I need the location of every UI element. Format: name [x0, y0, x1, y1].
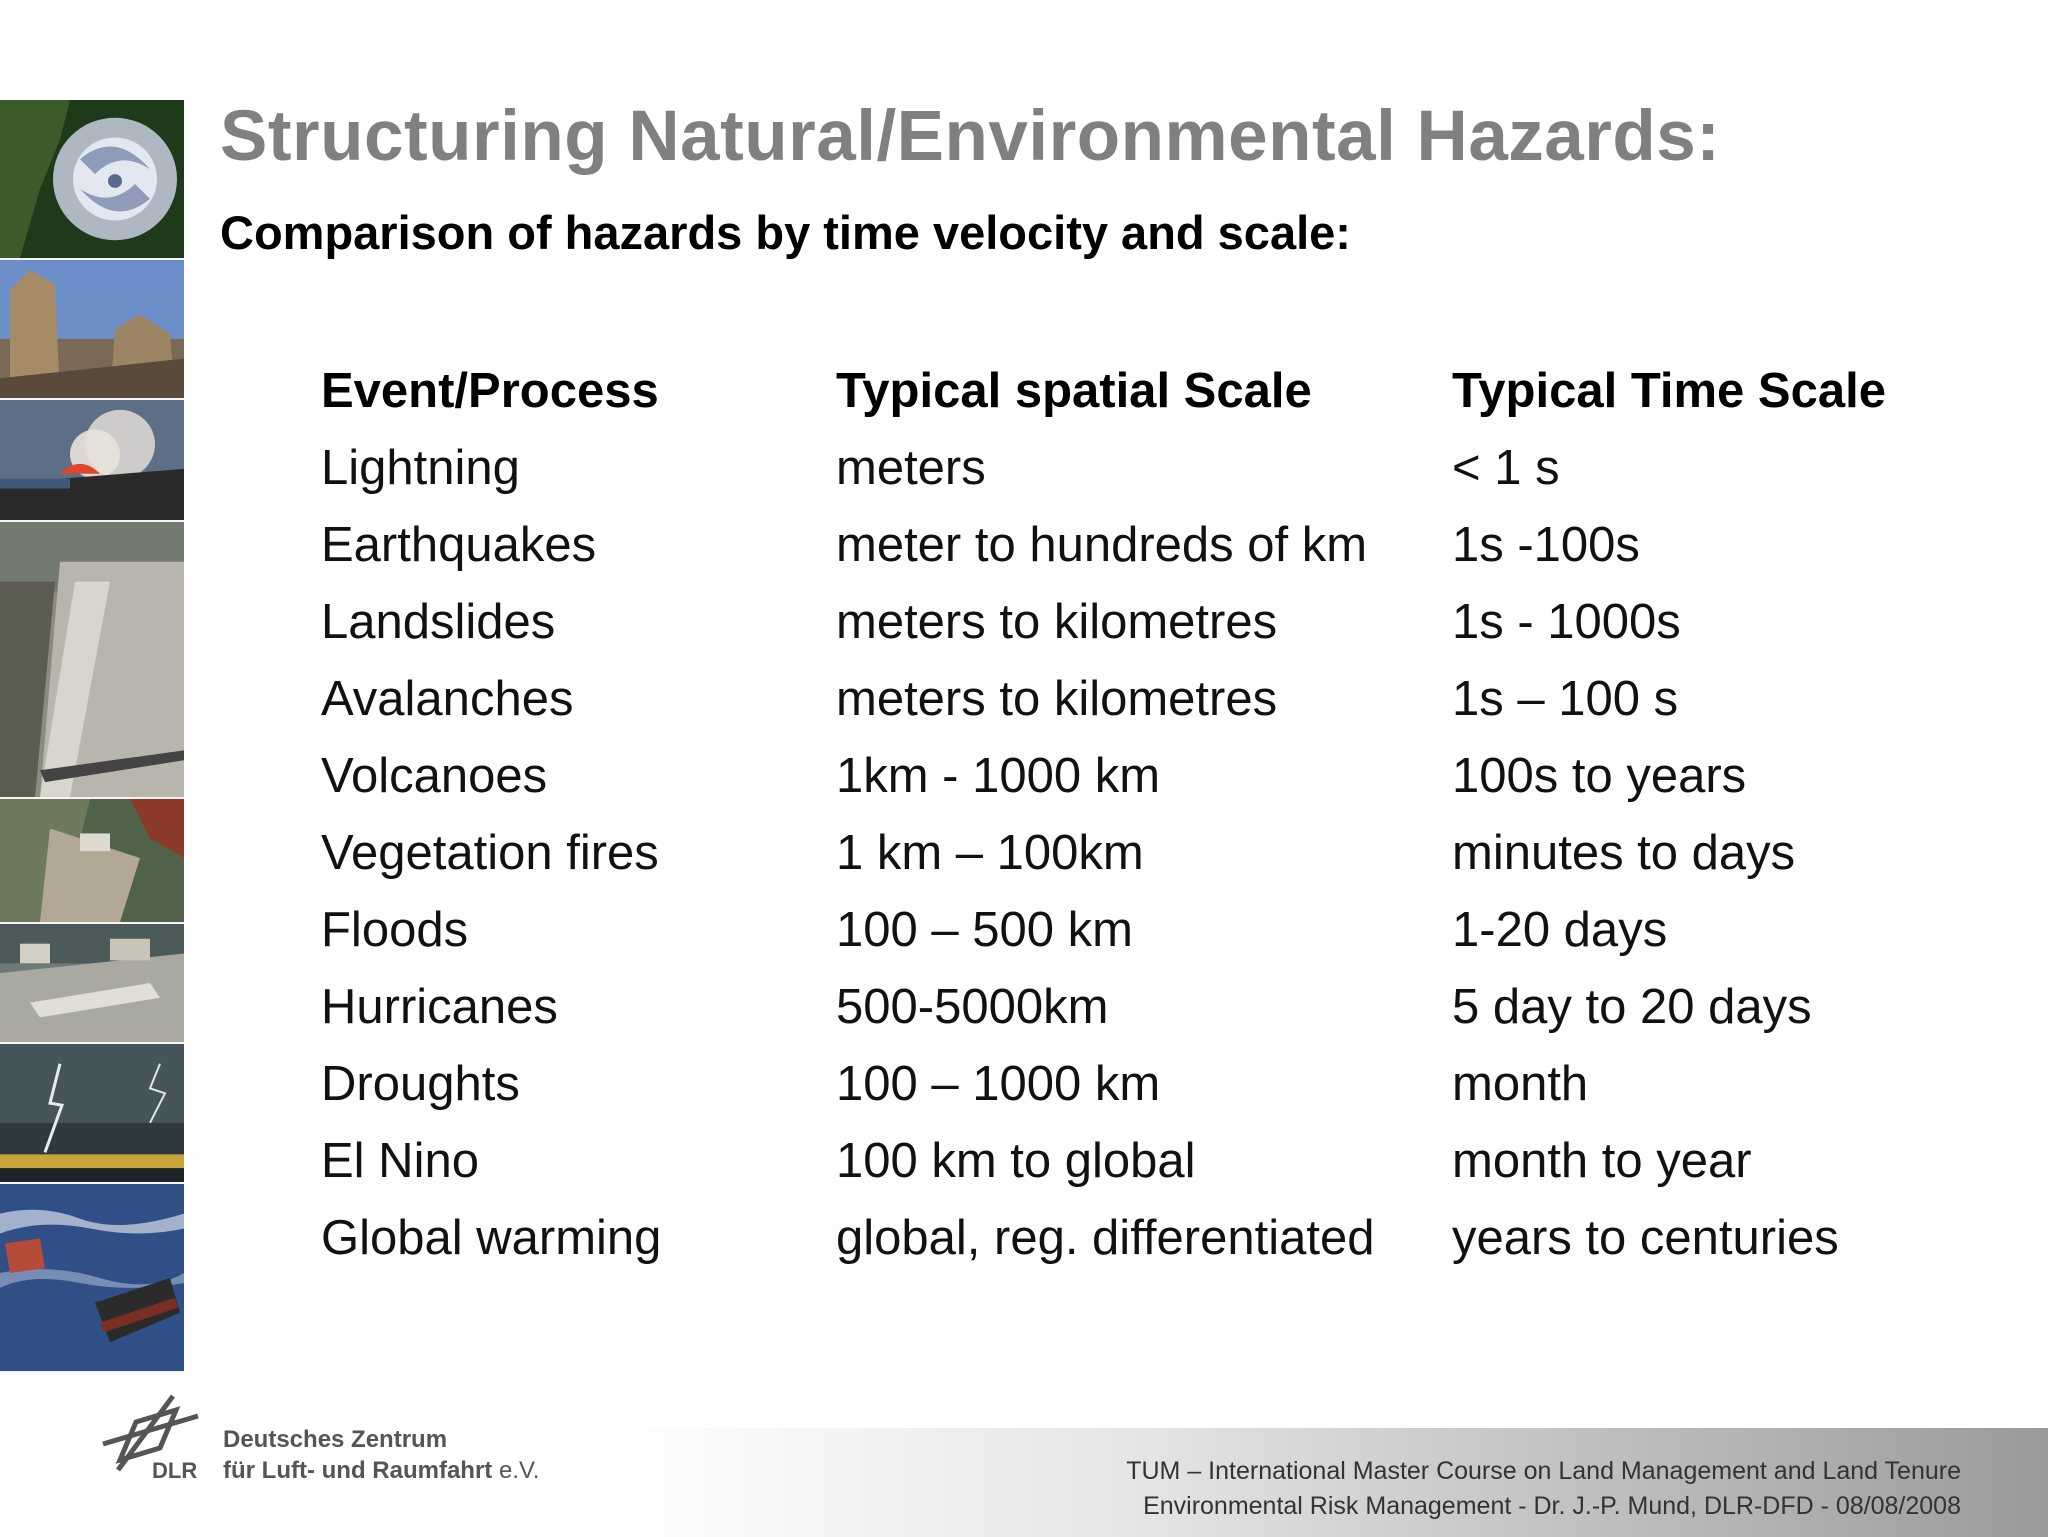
spatial-scale-cell: meters	[836, 440, 986, 495]
time-scale-cell: < 1 s	[1452, 440, 1560, 495]
table-row	[321, 1122, 1912, 1199]
table-row	[321, 583, 1912, 660]
time-scale-cell: 5 day to 20 days	[1452, 979, 1812, 1034]
hazard-comparison-table	[321, 352, 1912, 1276]
event-cell: Earthquakes	[321, 517, 597, 572]
table-header-row	[321, 352, 1912, 429]
hurricane-satellite-image	[0, 100, 184, 260]
table-row	[321, 429, 1912, 506]
time-scale-cell: month	[1452, 1056, 1589, 1111]
time-scale-cell: 1-20 days	[1452, 902, 1668, 957]
flooded-city-image	[0, 924, 184, 1044]
event-cell: Droughts	[321, 1056, 520, 1111]
landslide-image	[0, 799, 184, 924]
spatial-scale-cell: 100 km to global	[836, 1133, 1196, 1188]
header-time-scale: Typical Time Scale	[1452, 363, 1886, 418]
event-cell: Landslides	[321, 594, 556, 649]
header-spatial-scale: Typical spatial Scale	[836, 363, 1312, 418]
slide-title: Structuring Natural/Environmental Hazards:	[220, 97, 1721, 176]
table-row	[321, 506, 1912, 583]
time-scale-cell: minutes to days	[1452, 825, 1796, 880]
spatial-scale-cell: 500-5000km	[836, 979, 1109, 1034]
time-scale-cell: 1s -100s	[1452, 517, 1640, 572]
header-event-process: Event/Process	[321, 363, 659, 418]
table-row	[321, 968, 1912, 1045]
organization-name-text: für Luft- und Raumfahrt	[223, 1457, 493, 1484]
lightning-storm-image	[0, 1044, 184, 1184]
shipwreck-ocean-image	[0, 1184, 184, 1373]
organization-name-line2	[223, 1457, 539, 1485]
spatial-scale-cell: 1 km – 100km	[836, 825, 1144, 880]
footer-spacer	[0, 1378, 2048, 1428]
dlr-abbreviation: DLR	[152, 1458, 198, 1483]
earthquake-ruins-image	[0, 260, 184, 400]
event-cell: Global warming	[321, 1210, 662, 1265]
slide-subtitle: Comparison of hazards by time velocity and scale:	[220, 206, 1351, 259]
footer-author-line: Environmental Risk Management - Dr. J.-P. Mund, DLR-DFD - 08/08/2008	[1143, 1492, 1961, 1520]
table-row	[321, 1199, 1912, 1276]
table-row	[321, 814, 1912, 891]
table-row	[321, 891, 1912, 968]
spatial-scale-cell: meter to hundreds of km	[836, 517, 1368, 572]
organization-suffix: e.V.	[498, 1457, 540, 1484]
time-scale-cell: month to year	[1452, 1133, 1752, 1188]
footer-course-line: TUM – International Master Course on Land Management and Land Tenure	[1126, 1457, 1961, 1485]
event-cell: Floods	[321, 902, 469, 957]
volcano-eruption-image	[0, 400, 184, 522]
photo-strip	[0, 100, 184, 1373]
time-scale-cell: 100s to years	[1452, 748, 1747, 803]
time-scale-cell: 1s - 1000s	[1452, 594, 1681, 649]
table-row	[321, 660, 1912, 737]
event-cell: Avalanches	[321, 671, 574, 726]
event-cell: Hurricanes	[321, 979, 558, 1034]
event-cell: El Nino	[321, 1133, 479, 1188]
spatial-scale-cell: 1km - 1000 km	[836, 748, 1161, 803]
spatial-scale-cell: 100 – 1000 km	[836, 1056, 1161, 1111]
event-cell: Lightning	[321, 440, 520, 495]
organization-name-line1: Deutsches Zentrum	[223, 1426, 448, 1453]
spatial-scale-cell: 100 – 500 km	[836, 902, 1133, 957]
spatial-scale-cell: global, reg. differentiated	[836, 1210, 1375, 1265]
event-cell: Volcanoes	[321, 748, 548, 803]
flood-aerial-image	[0, 522, 184, 799]
table-row	[321, 1045, 1912, 1122]
time-scale-cell: 1s – 100 s	[1452, 671, 1679, 726]
spatial-scale-cell: meters to kilometres	[836, 671, 1278, 726]
event-cell: Vegetation fires	[321, 825, 659, 880]
spatial-scale-cell: meters to kilometres	[836, 594, 1278, 649]
table-row	[321, 737, 1912, 814]
time-scale-cell: years to centuries	[1452, 1210, 1839, 1265]
